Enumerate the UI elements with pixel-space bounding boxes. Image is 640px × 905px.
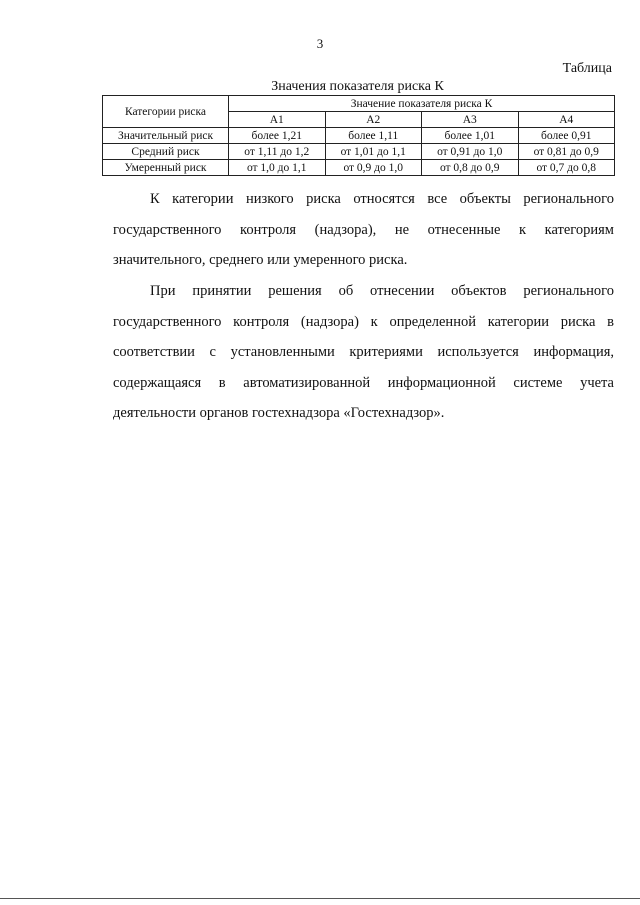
column-header: А2 [325,112,422,128]
table-row [103,160,615,176]
column-header: А3 [422,112,519,128]
table-cell: более 0,91 [518,128,615,144]
table-cell: от 0,9 до 1,0 [325,160,422,176]
table-cell: от 1,11 до 1,2 [229,144,326,160]
table-row [103,128,615,144]
paragraph-information-source [113,276,614,429]
row-category: Умеренный риск [103,160,229,176]
page-number: 3 [316,36,324,51]
table-cell: более 1,21 [229,128,326,144]
column-header: А4 [518,112,615,128]
table-cell: более 1,01 [422,128,519,144]
header-category: Категории риска [103,96,229,128]
risk-indicator-table [102,95,615,176]
header-value: Значение показателя риска К [229,96,615,112]
column-header: А1 [229,112,326,128]
table-cell: от 1,0 до 1,1 [229,160,326,176]
table-cell: от 0,7 до 0,8 [518,160,615,176]
table-cell: более 1,11 [325,128,422,144]
table-cell: от 1,01 до 1,1 [325,144,422,160]
table-cell: от 0,8 до 0,9 [422,160,519,176]
paragraph-text: При принятии решения об отнесении объектов регионального государственного контроля (надзора) к определенной категории риска в соответствии с установленными критериями используется информация, содержащаяся в автоматизированной информационной системе учета деятельности органов гостехнадзора «Гостехнадзор». [113,283,614,421]
row-category: Средний риск [103,144,229,160]
table-cell: от 0,91 до 1,0 [422,144,519,160]
paragraph-text: К категории низкого риска относятся все объекты регионального государственного контроля (надзора), не отнесенные к категориям значительного, среднего или умеренного риска. [113,191,614,268]
table-header-row [103,96,615,112]
footer-divider [0,898,640,899]
table-title: Значения показателя риска К [271,79,444,94]
table-cell: от 0,81 до 0,9 [518,144,615,160]
paragraph-low-risk [113,184,614,276]
table-label: Таблица [562,61,612,76]
table-row [103,144,615,160]
row-category: Значительный риск [103,128,229,144]
